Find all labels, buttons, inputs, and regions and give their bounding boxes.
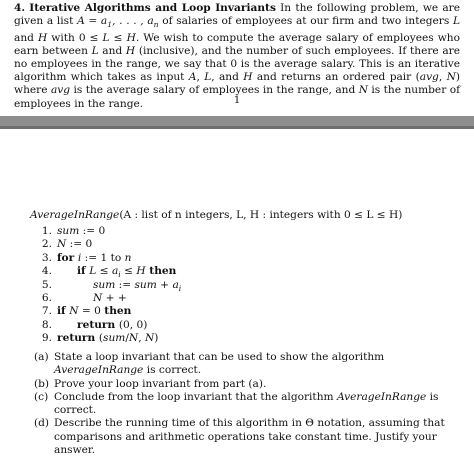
text-run: Prove your loop invariant from part (a).	[54, 377, 267, 390]
keyword: for	[57, 251, 78, 264]
page-number: 1	[233, 95, 241, 106]
question-label: (a)	[34, 351, 49, 363]
text-run: ,	[438, 71, 447, 84]
question-item	[34, 417, 459, 457]
math-symbol: N	[358, 84, 368, 97]
text-run: := 0	[79, 225, 106, 237]
text-run: (0, 0)	[118, 318, 148, 331]
page-one	[0, 0, 474, 116]
line-code	[57, 225, 105, 237]
math-symbol: H	[243, 71, 253, 84]
text-run: and returns an ordered pair (	[252, 71, 420, 84]
line-number: 8.	[41, 318, 52, 331]
math-symbol: H	[126, 31, 136, 44]
question-text	[54, 351, 384, 376]
algorithm-steps	[36, 225, 181, 346]
math-symbol: 1	[107, 20, 113, 30]
text-run: ≤	[109, 31, 127, 44]
math-symbol: i	[118, 270, 121, 280]
text-run: is the number of employees in the range.	[14, 84, 460, 110]
math-symbol: N	[144, 332, 155, 345]
line-code	[57, 238, 92, 250]
question-text	[54, 391, 438, 416]
question-item	[34, 351, 459, 378]
math-symbol: , . . . , a	[112, 15, 154, 28]
text-run: /	[125, 332, 129, 345]
math-symbol: H	[37, 31, 48, 44]
line-number: 4.	[41, 265, 52, 278]
algorithm-line	[36, 238, 181, 251]
line-code	[57, 332, 158, 344]
text-run: ≤	[96, 265, 112, 278]
algorithm-line	[36, 305, 181, 318]
text-run: is the average salary of employees in the range, and	[70, 84, 359, 97]
text-run: ,	[138, 332, 145, 345]
math-symbol: H	[136, 265, 146, 278]
line-number: 2.	[41, 238, 52, 251]
text-run: = 0	[78, 305, 105, 318]
math-symbol: a	[111, 265, 119, 278]
text-run: (	[98, 332, 104, 345]
math-symbol: N	[128, 332, 139, 345]
keyword: if	[57, 305, 70, 318]
line-code	[57, 305, 131, 317]
problem-title: Iterative Algorithms and Loop Invariants	[29, 2, 276, 14]
page-break-divider	[0, 116, 474, 129]
text-run: ,	[196, 71, 205, 84]
math-symbol: n	[124, 251, 132, 264]
text-run: ≤	[120, 265, 137, 278]
question-label: (d)	[34, 417, 50, 430]
algorithm-name: AverageInRange	[30, 209, 120, 221]
text-run: Conclude from the loop invariant that the algorithm	[54, 390, 337, 403]
keyword: return	[77, 318, 119, 331]
text-run: ) where	[14, 71, 460, 97]
keyword: return	[57, 332, 99, 345]
math-symbol: n	[153, 20, 159, 30]
line-number: 9.	[41, 332, 52, 345]
text-run: In the following problem, we are given a list	[14, 2, 460, 28]
math-symbol: sum	[93, 278, 116, 291]
algorithm-line	[36, 265, 181, 278]
math-symbol: AverageInRange	[54, 364, 144, 377]
algorithm-line	[36, 332, 181, 345]
text-run: is correct.	[54, 390, 439, 417]
text-run: is correct.	[143, 364, 202, 377]
math-symbol: i	[178, 283, 182, 293]
question-label: (b)	[34, 377, 50, 390]
math-symbol: a	[172, 278, 179, 291]
algorithm-line	[36, 252, 181, 265]
keyword: then	[145, 265, 177, 278]
text-run: of salaries of employees at our firm and two integers	[158, 15, 453, 28]
math-symbol: sum	[103, 332, 126, 345]
question-text	[54, 378, 266, 390]
line-code	[57, 292, 127, 305]
text-run: State a loop invariant that can be used to show the algorithm	[54, 351, 385, 363]
math-symbol: N	[446, 71, 456, 84]
math-symbol: L	[452, 15, 460, 28]
text-run: (inclusive), and the number of such employees. If there are no employees in the range, we say that 0 is the average salary. This is an iterative algorithm which takes as input	[14, 44, 461, 84]
text-run: )	[154, 332, 159, 345]
text-run: , and	[211, 71, 244, 84]
text-run: +	[156, 278, 173, 291]
line-code	[57, 252, 131, 264]
question-item	[34, 378, 459, 391]
algorithm-line	[36, 225, 181, 238]
text-run: and	[14, 31, 38, 44]
line-number: 7.	[41, 305, 52, 318]
math-symbol: sum	[57, 225, 80, 237]
math-symbol: N	[57, 238, 67, 251]
text-run: := 0	[66, 238, 93, 251]
math-symbol: A	[188, 71, 197, 84]
math-symbol: A = a	[77, 15, 108, 28]
text-run: := 1 to	[81, 251, 125, 264]
math-symbol: H	[125, 44, 136, 57]
text-run: . We wish to compute the average salary of employees who earn between	[14, 31, 460, 57]
text-run: with 0 ≤	[47, 31, 103, 44]
question-text	[54, 417, 445, 456]
math-symbol: L	[204, 71, 212, 84]
keyword: if	[77, 265, 90, 278]
question-label: (c)	[34, 390, 49, 403]
algorithm-line	[36, 319, 181, 332]
question-item	[34, 391, 459, 418]
line-number: 3.	[41, 251, 52, 264]
page-two	[0, 129, 474, 457]
line-code	[57, 319, 147, 332]
math-symbol: i	[77, 251, 82, 264]
text-run: + +	[102, 291, 127, 304]
problem-text	[14, 2, 460, 110]
algorithm-line	[36, 279, 181, 292]
question-list	[34, 351, 459, 457]
keyword: then	[104, 305, 132, 318]
algorithm-params: (A : list of n integers, L, H : integers with 0 ≤ L ≤ H)	[119, 209, 403, 221]
math-symbol: L	[102, 31, 110, 44]
math-symbol: AverageInRange	[336, 390, 427, 403]
math-symbol: N	[93, 291, 103, 304]
math-symbol: avg	[50, 84, 71, 97]
line-number: 6.	[41, 291, 52, 304]
text-run: and	[98, 44, 126, 57]
line-number: 1.	[41, 225, 52, 237]
line-number: 5.	[41, 278, 52, 291]
math-symbol: sum	[134, 278, 157, 291]
math-symbol: N	[69, 305, 79, 318]
math-symbol: L	[91, 44, 99, 57]
problem-number: 4.	[14, 2, 26, 14]
math-symbol: avg	[419, 71, 439, 84]
text-run: Describe the running time of this algorithm in Θ notation, assuming that comparisons and arithmetic operations take constant time. Justify your answer.	[54, 417, 445, 457]
algorithm-signature	[30, 209, 402, 221]
math-symbol: L	[89, 265, 97, 278]
text-run: :=	[115, 278, 135, 291]
